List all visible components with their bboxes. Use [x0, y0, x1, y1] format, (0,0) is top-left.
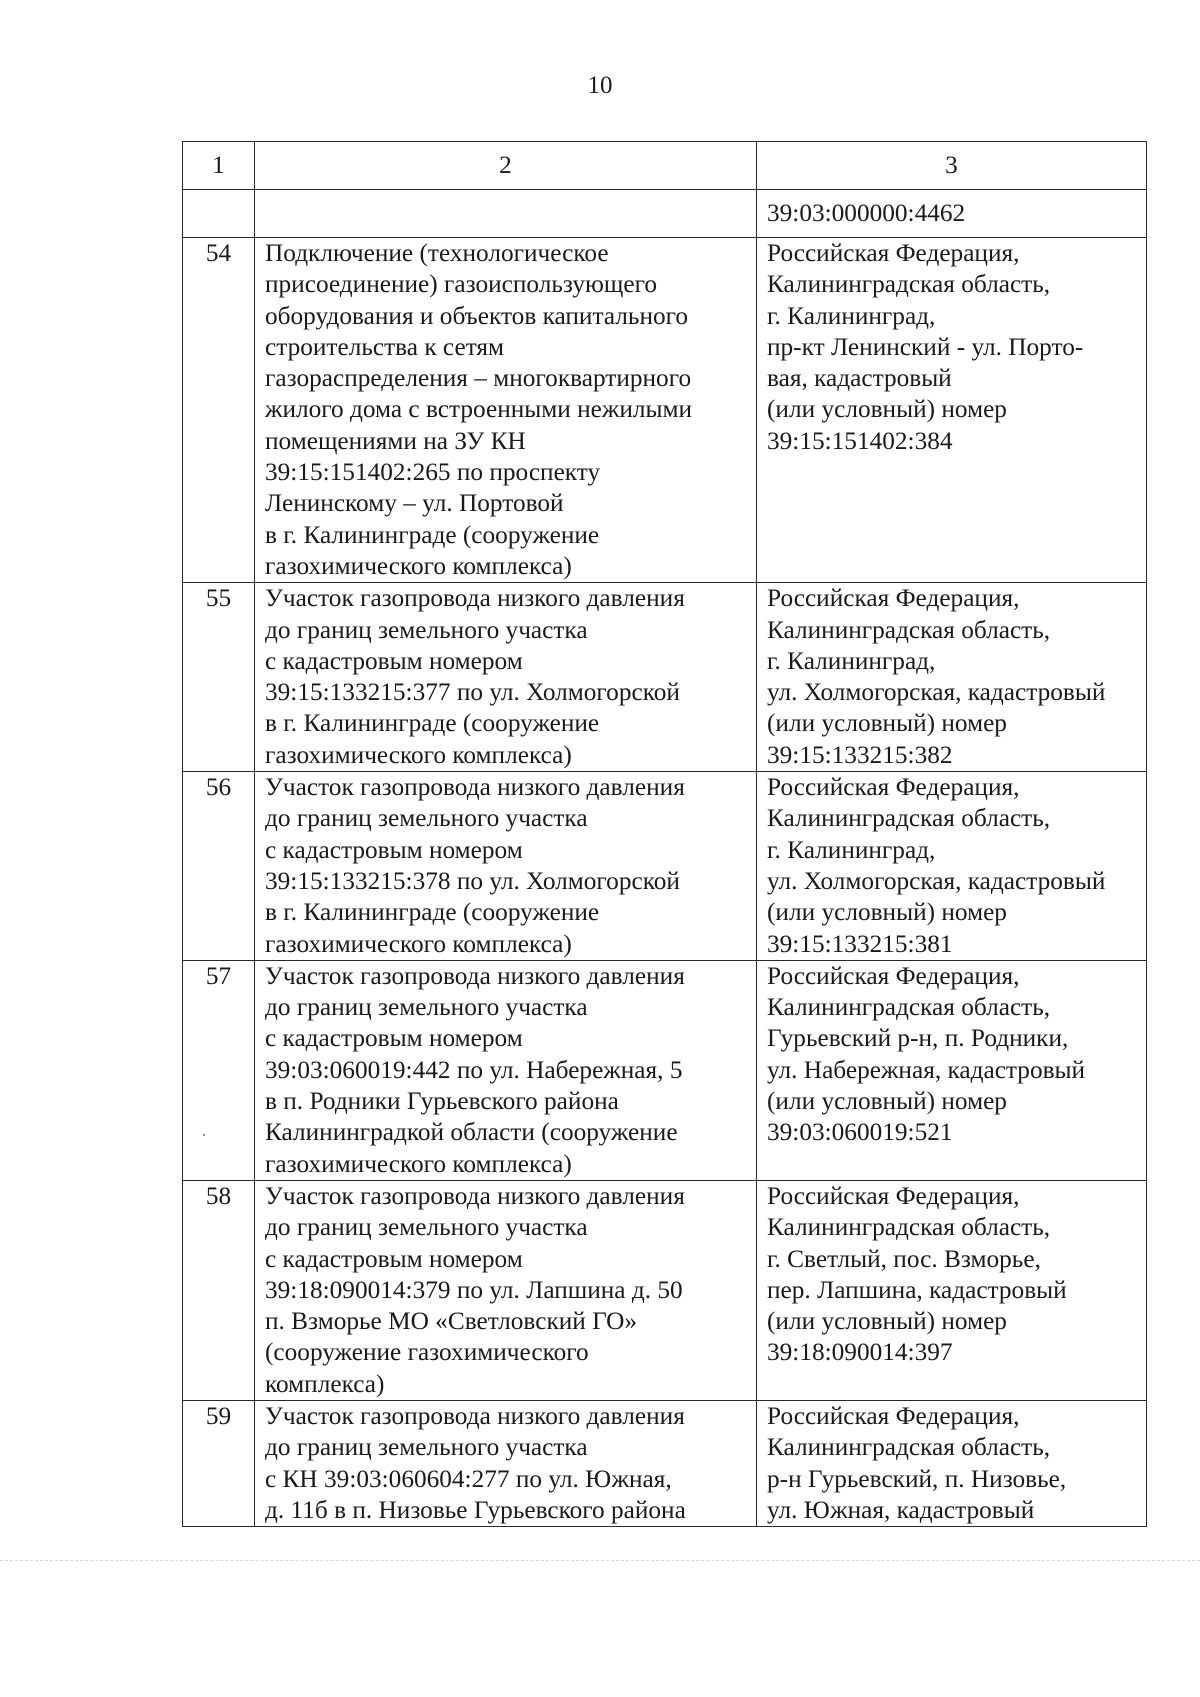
- row-number-cell: 59: [183, 1400, 255, 1526]
- address-line: Калининградская область,: [767, 1213, 1051, 1242]
- description-line: до границ земельного участка: [265, 615, 588, 644]
- description-line: оборудования и объектов капитального: [265, 301, 689, 330]
- address-line: р-н Гурьевский, п. Низовье,: [767, 1464, 1067, 1493]
- object-description-cell: [255, 583, 757, 772]
- address-line: г. Калининград,: [767, 646, 936, 675]
- object-description-cell: [255, 960, 757, 1180]
- object-description-cell: [255, 1400, 757, 1526]
- description-line: Участок газопровода низкого давления: [265, 773, 685, 802]
- address-cell: [757, 238, 1147, 583]
- description-line: (сооружение газохимического: [265, 1338, 589, 1367]
- row-number-cell: 54: [183, 238, 255, 583]
- row-number-cell: 55: [183, 583, 255, 772]
- description-line: газохимического комплекса): [265, 1149, 572, 1178]
- address-line: (или условный) номер: [767, 898, 1007, 927]
- address-line: вая, кадастровый: [767, 364, 952, 393]
- address-line: г. Калининград,: [767, 301, 936, 330]
- description-line: до границ земельного участка: [265, 804, 588, 833]
- description-line: с кадастровым номером: [265, 646, 523, 675]
- address-line: ул. Холмогорская, кадастровый: [767, 678, 1106, 707]
- description-line: Ленинскому – ул. Портовой: [265, 489, 564, 518]
- address-line: г. Светлый, пос. Взморье,: [767, 1244, 1041, 1273]
- description-line: с кадастровым номером: [265, 835, 523, 864]
- address-line: (или условный) номер: [767, 395, 1007, 424]
- scan-speck: [203, 1134, 205, 1136]
- address-cell: [757, 583, 1147, 772]
- address-line: Российская Федерация,: [767, 1401, 1020, 1430]
- description-line: с КН 39:03:060604:277 по ул. Южная,: [265, 1464, 672, 1493]
- continuation-desc-cell: [255, 190, 757, 238]
- description-line: Подключение (технологическое: [265, 239, 609, 267]
- description-line: 39:15:151402:265 по проспекту: [265, 458, 601, 487]
- page-number: 10: [587, 72, 613, 99]
- address-line: ул. Холмогорская, кадастровый: [767, 866, 1106, 895]
- object-description-cell: [255, 1180, 757, 1400]
- description-line: Участок газопровода низкого давления: [265, 1401, 685, 1430]
- address-line: г. Калининград,: [767, 835, 936, 864]
- address-line: 39:03:060019:521: [767, 1118, 953, 1147]
- description-line: комплекса): [265, 1369, 385, 1398]
- address-line: Калининградская область,: [767, 993, 1051, 1022]
- table-row: [183, 1180, 1147, 1400]
- address-line: ул. Южная, кадастровый: [767, 1495, 1035, 1524]
- continuation-addr-cell: 39:03:000000:4462: [757, 190, 1147, 238]
- address-line: 39:15:133215:381: [767, 929, 953, 958]
- description-line: Калининградкой области (сооружение: [265, 1118, 678, 1147]
- description-line: газохимического комплекса): [265, 551, 572, 580]
- object-description-cell: [255, 238, 757, 583]
- description-line: до границ земельного участка: [265, 1433, 588, 1462]
- header-cell-2: 2: [255, 142, 757, 190]
- address-line: (или условный) номер: [767, 1087, 1007, 1116]
- header-cell-1: 1: [183, 142, 255, 190]
- continuation-num-cell: [183, 190, 255, 238]
- address-line: Российская Федерация,: [767, 239, 1020, 267]
- description-line: Участок газопровода низкого давления: [265, 961, 685, 990]
- address-line: Российская Федерация,: [767, 1181, 1020, 1210]
- description-line: присоединение) газоиспользующего: [265, 270, 658, 299]
- row-number-cell: 57: [183, 960, 255, 1180]
- address-line: Калининградская область,: [767, 804, 1051, 833]
- description-line: газохимического комплекса): [265, 740, 572, 769]
- address-line: Калининградская область,: [767, 615, 1051, 644]
- description-line: с кадастровым номером: [265, 1024, 523, 1053]
- row-number-cell: 58: [183, 1180, 255, 1400]
- table-row: [183, 772, 1147, 961]
- scan-artifact-line: [0, 1560, 1200, 1561]
- address-line: Российская Федерация,: [767, 961, 1020, 990]
- address-line: 39:15:133215:382: [767, 740, 953, 769]
- address-line: (или условный) номер: [767, 709, 1007, 738]
- description-line: Участок газопровода низкого давления: [265, 1181, 685, 1210]
- description-line: жилого дома с встроенными нежилыми: [265, 395, 693, 424]
- address-line: ул. Набережная, кадастровый: [767, 1055, 1086, 1084]
- address-line: пер. Лапшина, кадастровый: [767, 1275, 1067, 1304]
- continuation-row: [183, 190, 1147, 238]
- address-line: 39:15:151402:384: [767, 426, 953, 455]
- description-line: до границ земельного участка: [265, 993, 588, 1022]
- description-line: помещениями на ЗУ КН: [265, 426, 526, 455]
- header-cell-3: 3: [757, 142, 1147, 190]
- address-line: пр-кт Ленинский - ул. Порто-: [767, 332, 1084, 361]
- table-row: [183, 238, 1147, 583]
- address-line: (или условный) номер: [767, 1307, 1007, 1336]
- address-line: 39:18:090014:397: [767, 1338, 953, 1367]
- row-number-cell: 56: [183, 772, 255, 961]
- object-description-cell: [255, 772, 757, 961]
- description-line: до границ земельного участка: [265, 1213, 588, 1242]
- description-line: газохимического комплекса): [265, 929, 572, 958]
- description-line: газораспределения – многоквартирного: [265, 364, 692, 393]
- description-line: д. 11б в п. Низовье Гурьевского района: [265, 1495, 686, 1524]
- description-line: 39:18:090014:379 по ул. Лапшина д. 50: [265, 1275, 683, 1304]
- description-line: 39:15:133215:377 по ул. Холмогорской: [265, 678, 680, 707]
- address-cell: [757, 1400, 1147, 1526]
- description-line: в г. Калининграде (сооружение: [265, 898, 600, 927]
- address-line: Российская Федерация,: [767, 584, 1020, 613]
- description-line: в г. Калининграде (сооружение: [265, 709, 600, 738]
- address-cell: [757, 772, 1147, 961]
- address-line: Калининградская область,: [767, 1433, 1051, 1462]
- address-cell: [757, 1180, 1147, 1400]
- table-row: [183, 1400, 1147, 1526]
- description-line: строительства к сетям: [265, 332, 505, 361]
- description-line: 39:15:133215:378 по ул. Холмогорской: [265, 866, 680, 895]
- address-line: Калининградская область,: [767, 270, 1051, 299]
- table-header-row: [183, 142, 1147, 190]
- description-line: п. Взморье МО «Светловский ГО»: [265, 1307, 638, 1336]
- description-line: 39:03:060019:442 по ул. Набережная, 5: [265, 1055, 683, 1084]
- document-table: [182, 141, 1147, 1527]
- table-row: [183, 960, 1147, 1180]
- table-row: [183, 583, 1147, 772]
- description-line: в п. Родники Гурьевского района: [265, 1087, 619, 1116]
- description-line: Участок газопровода низкого давления: [265, 584, 685, 613]
- address-line: Гурьевский р-н, п. Родники,: [767, 1024, 1069, 1053]
- description-line: с кадастровым номером: [265, 1244, 523, 1273]
- address-cell: [757, 960, 1147, 1180]
- address-line: Российская Федерация,: [767, 773, 1020, 802]
- description-line: в г. Калининграде (сооружение: [265, 520, 600, 549]
